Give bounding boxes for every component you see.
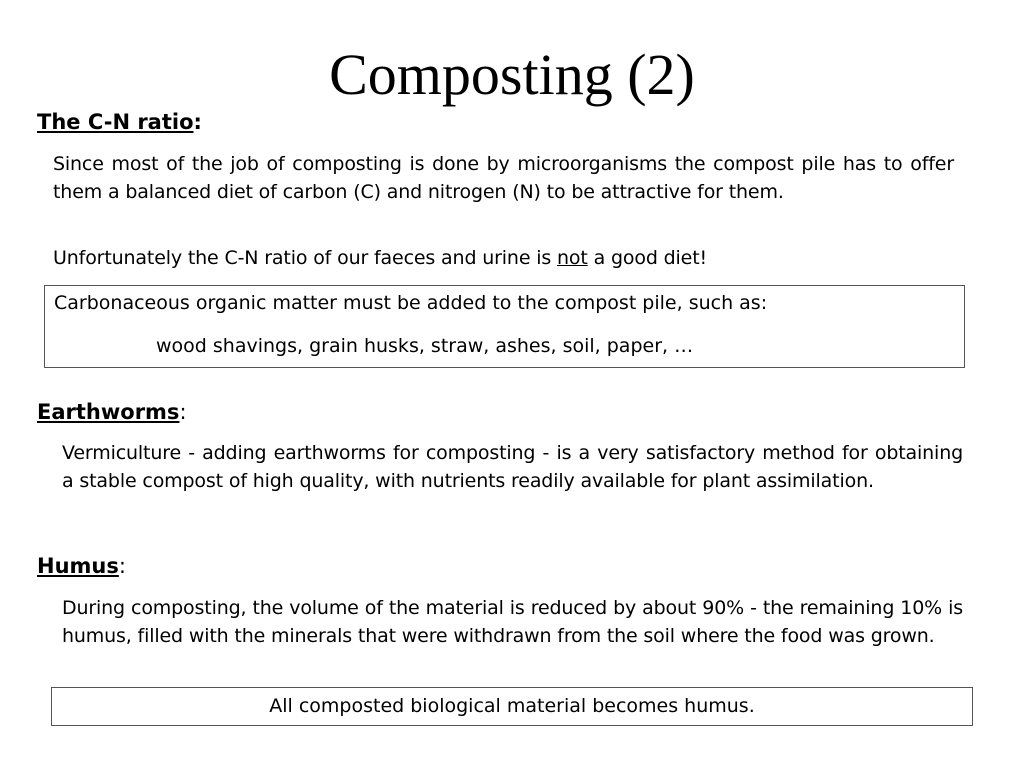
cn-ratio-paragraph-1: Since most of the job of composting is done by microorganisms the compost pile has to offer them a balanced diet of carbon (C) and nitrogen (N) to be attractive for them. <box>53 153 954 203</box>
earthworms-paragraph: Vermiculture - adding earthworms for composting - is a very satisfactory method for obtaining a stable compost of high quality, with nutrients readily available for plant assimilation. <box>62 442 963 492</box>
carbon-matter-box <box>44 285 965 368</box>
earthworms-heading-text: Earthworms <box>37 400 180 424</box>
cn-ratio-heading-text: The C-N ratio <box>37 110 194 134</box>
carbon-matter-box-line-1: Carbonaceous organic matter must be added to the compost pile, such as: <box>54 292 768 314</box>
cn-ratio-emphasis-not: not <box>557 247 588 269</box>
cn-ratio-paragraph-2-start: Unfortunately the C-N ratio of our faeces and urine is <box>53 247 558 269</box>
cn-ratio-heading <box>37 108 202 136</box>
cn-ratio-paragraph-2 <box>53 244 954 272</box>
earthworms-heading <box>37 398 187 426</box>
humus-heading <box>37 552 126 580</box>
humus-heading-text: Humus <box>37 554 119 578</box>
slide-title: Composting (2) <box>329 42 695 107</box>
humus-heading-colon: : <box>118 554 126 578</box>
humus-summary-box <box>51 687 973 726</box>
carbon-matter-box-line-2: wood shavings, grain husks, straw, ashes, soil, paper, … <box>156 335 694 357</box>
earthworms-heading-colon: : <box>179 400 187 424</box>
cn-ratio-paragraph-2-end: a good diet! <box>587 247 707 269</box>
cn-ratio-heading-colon: : <box>193 110 202 134</box>
humus-summary-text: All composted biological material becomes humus. <box>269 695 755 717</box>
humus-paragraph: During composting, the volume of the material is reduced by about 90% - the remaining 10% is humus, filled with the minerals that were withdrawn from the soil where the food was grown. <box>62 597 963 647</box>
